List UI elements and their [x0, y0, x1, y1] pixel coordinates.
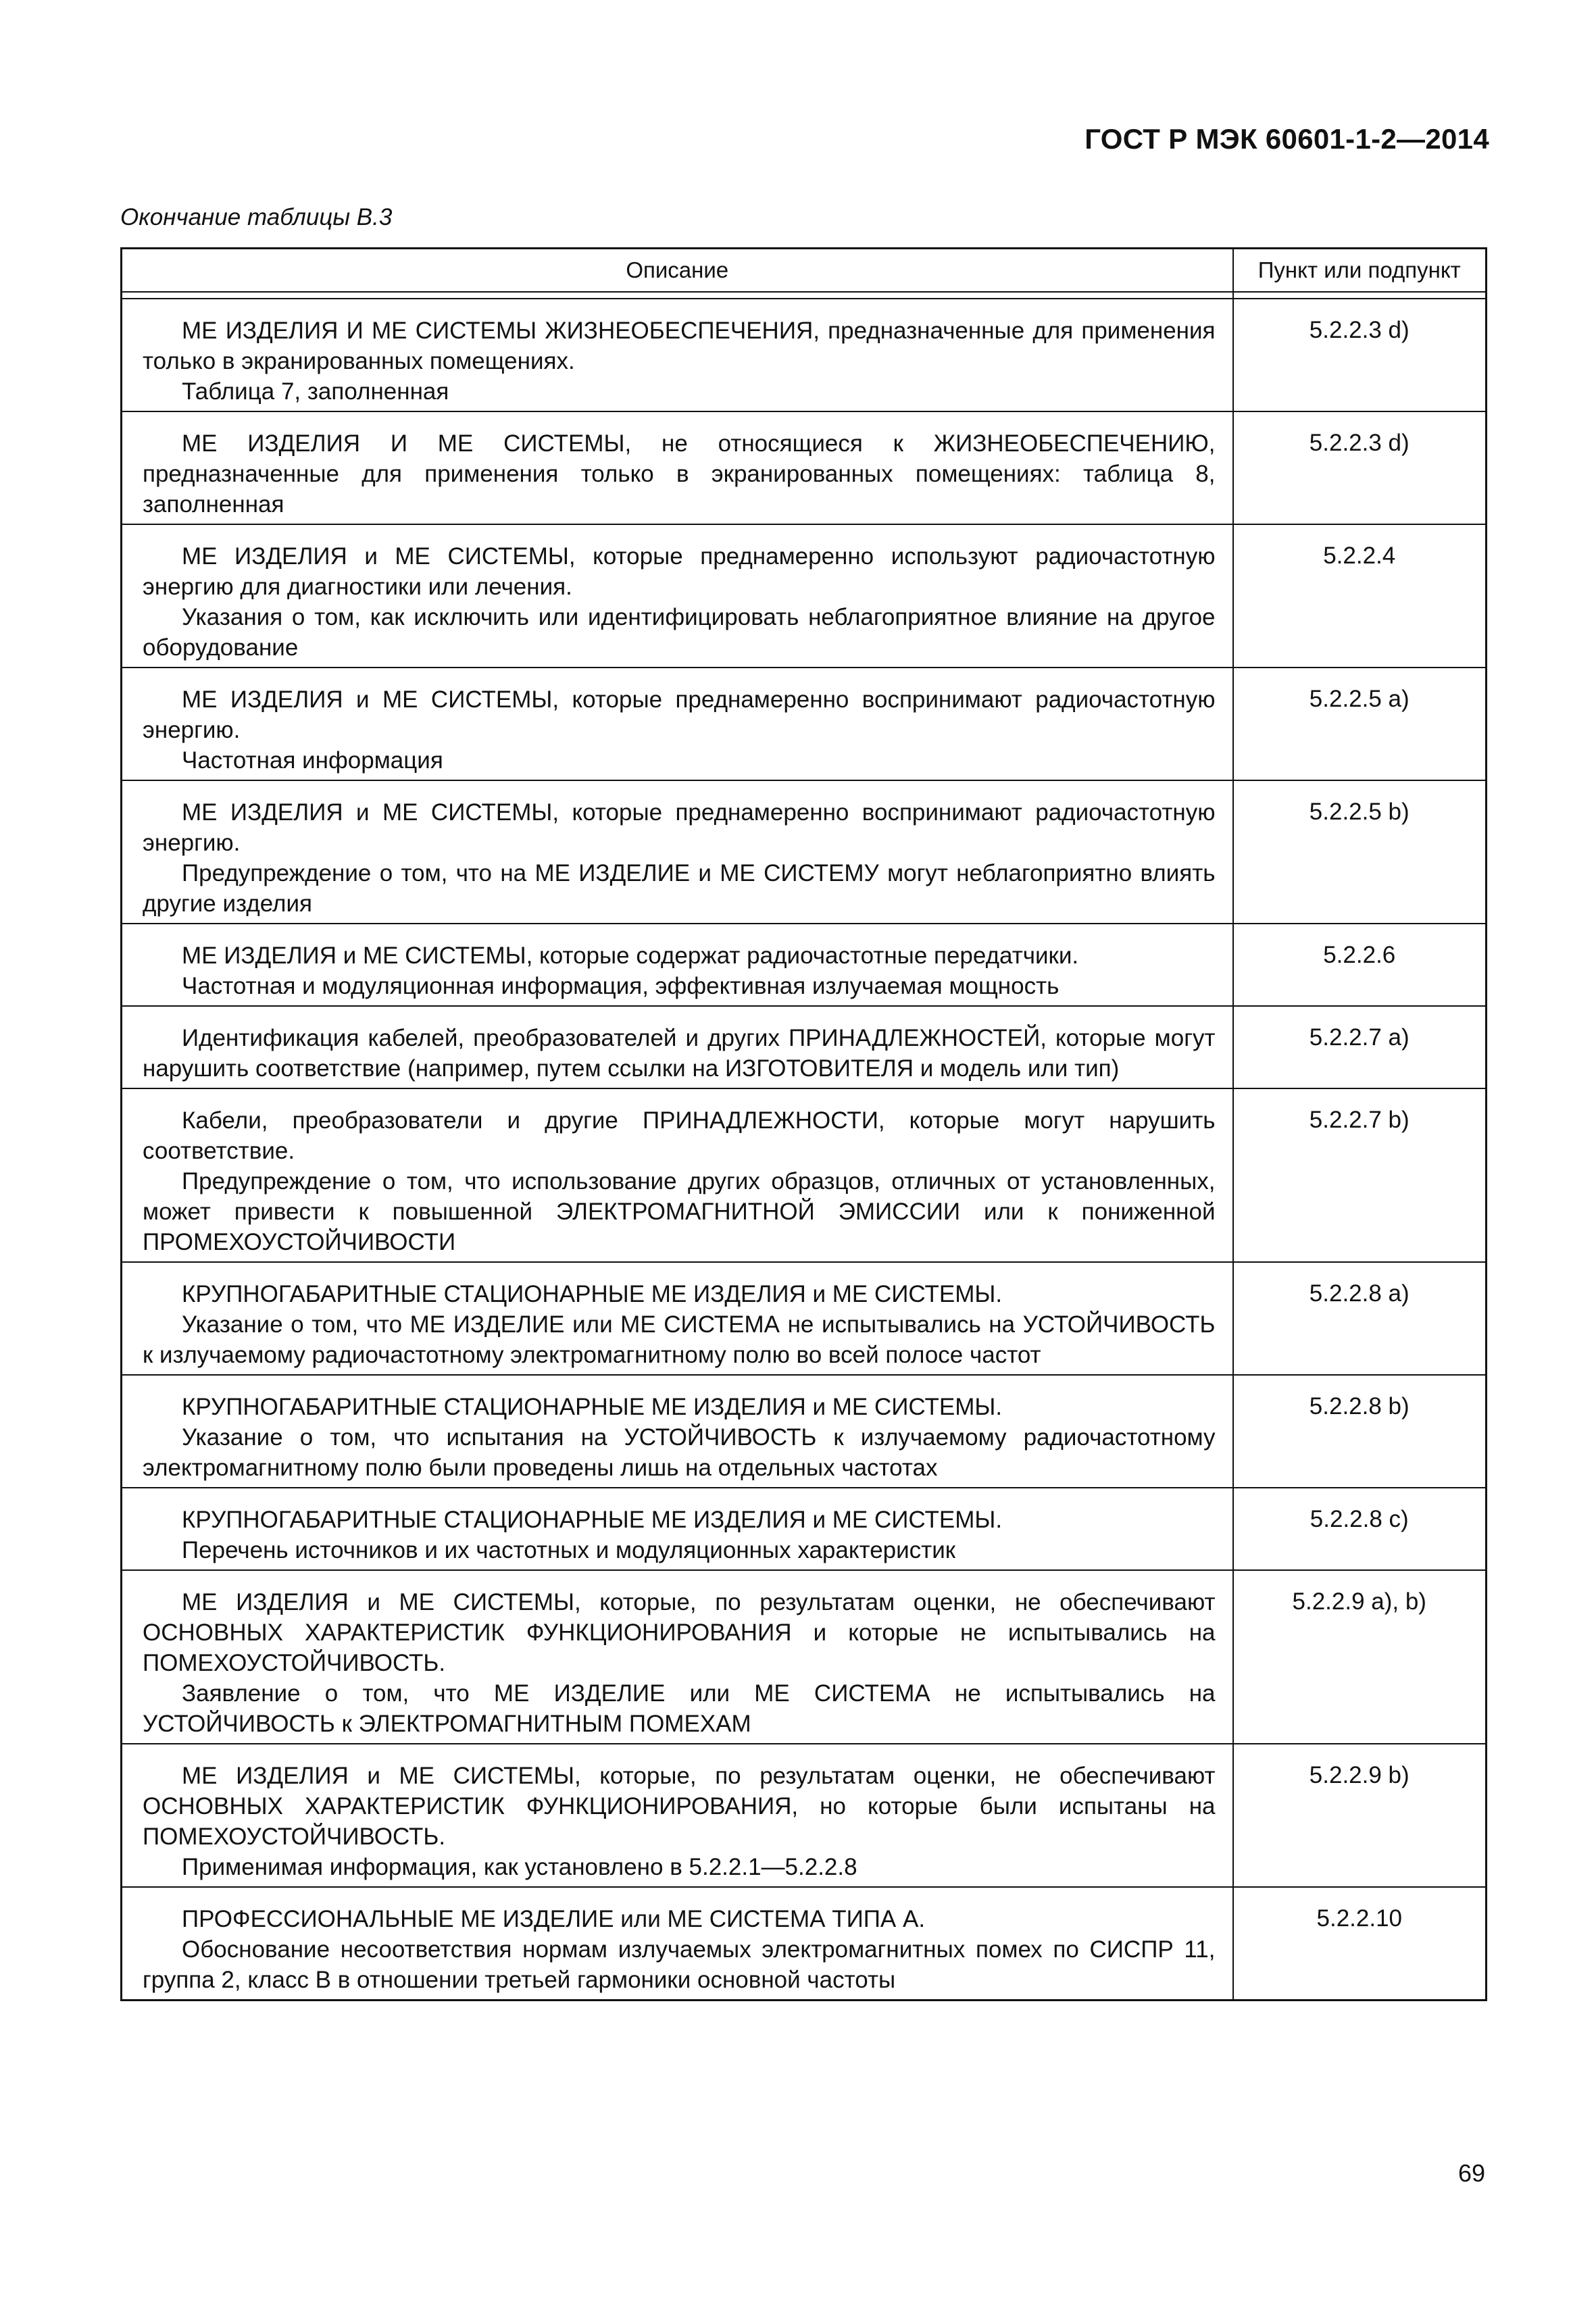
row-description-cell — [122, 1088, 1233, 1262]
document-standard-title: ГОСТ Р МЭК 60601-1-2—2014 — [1084, 123, 1489, 155]
description-paragraph: МЕ ИЗДЕЛИЯ и МЕ СИСТЕМЫ, которые преднамеренно воспринимают радиочастотную энергию. — [143, 799, 1216, 856]
header-double-rule — [122, 292, 1487, 299]
table-row — [122, 1375, 1487, 1488]
description-paragraph: Кабели, преобразователи и другие ПРИНАДЛЕЖНОСТИ, которые могут нарушить соответствие. — [143, 1107, 1216, 1164]
description-paragraph: Заявление о том, что МЕ ИЗДЕЛИЕ или МЕ СИСТЕМА не испытывались на УСТОЙЧИВОСТЬ к ЭЛЕКТРОМАГНИТНЫМ ПОМЕХАМ — [143, 1680, 1216, 1737]
description-paragraph: Указание о том, что испытания на УСТОЙЧИВОСТЬ к излучаемому радиочастотному электромагнитному полю были проведены лишь на отдельных частотах — [143, 1424, 1216, 1481]
page-number: 69 — [1457, 2159, 1485, 2187]
description-paragraph: МЕ ИЗДЕЛИЯ и МЕ СИСТЕМЫ, которые содержат радиочастотные передатчики. — [182, 942, 1079, 969]
row-description-cell — [122, 780, 1233, 924]
description-paragraph: КРУПНОГАБАРИТНЫЕ СТАЦИОНАРНЫЕ МЕ ИЗДЕЛИЯ и МЕ СИСТЕМЫ. — [182, 1281, 1003, 1307]
description-paragraph: МЕ ИЗДЕЛИЯ и МЕ СИСТЕМЫ, которые преднамеренно воспринимают радиочастотную энергию. — [143, 686, 1216, 743]
table-row — [122, 524, 1487, 668]
description-paragraph: Предупреждение о том, что использование других образцов, отличных от установленных, может привести к повышенной ЭЛЕКТРОМАГНИТНОЙ ЭМИССИИ или к пониженной ПРОМЕХОУСТОЙЧИВОСТИ — [143, 1168, 1216, 1255]
description-paragraph: Таблица 7, заполненная — [182, 378, 449, 405]
column-header-description: Описание — [122, 249, 1233, 293]
row-clause-cell: 5.2.2.8 b) — [1233, 1375, 1487, 1488]
table-row — [122, 411, 1487, 524]
row-clause-cell: 5.2.2.9 b) — [1233, 1744, 1487, 1887]
description-paragraph: Перечень источников и их частотных и модуляционных характеристик — [182, 1537, 956, 1563]
row-description-cell — [122, 299, 1233, 411]
row-clause-cell: 5.2.2.5 a) — [1233, 668, 1487, 780]
row-clause-cell: 5.2.2.7 b) — [1233, 1088, 1487, 1262]
row-clause-cell: 5.2.2.6 — [1233, 924, 1487, 1006]
row-description-cell — [122, 1488, 1233, 1570]
table-header-row — [122, 249, 1487, 293]
row-clause-cell: 5.2.2.5 b) — [1233, 780, 1487, 924]
description-paragraph: Идентификация кабелей, преобразователей и других ПРИНАДЛЕЖНОСТЕЙ, которые могут нарушить соответствие (например, путем ссылки на ИЗГОТОВИТЕЛЯ и модель или тип) — [143, 1025, 1216, 1082]
table-row — [122, 1744, 1487, 1887]
description-paragraph: КРУПНОГАБАРИТНЫЕ СТАЦИОНАРНЫЕ МЕ ИЗДЕЛИЯ и МЕ СИСТЕМЫ. — [182, 1507, 1003, 1533]
column-header-clause: Пункт или подпункт — [1233, 249, 1487, 293]
row-description-cell — [122, 524, 1233, 668]
description-paragraph: Частотная информация — [182, 747, 443, 774]
row-clause-cell: 5.2.2.8 a) — [1233, 1262, 1487, 1375]
table-row — [122, 1887, 1487, 2001]
table-row — [122, 1006, 1487, 1088]
table-row — [122, 1570, 1487, 1744]
description-paragraph: ПРОФЕССИОНАЛЬНЫЕ МЕ ИЗДЕЛИЕ или МЕ СИСТЕМА ТИПА А. — [182, 1906, 926, 1932]
row-clause-cell: 5.2.2.8 c) — [1233, 1488, 1487, 1570]
row-clause-cell: 5.2.2.3 d) — [1233, 299, 1487, 411]
row-clause-cell: 5.2.2.10 — [1233, 1887, 1487, 2001]
description-paragraph: Предупреждение о том, что на МЕ ИЗДЕЛИЕ и МЕ СИСТЕМУ могут неблагоприятно влиять другие изделия — [143, 860, 1216, 917]
description-paragraph: МЕ ИЗДЕЛИЯ и МЕ СИСТЕМЫ, которые преднамеренно используют радиочастотную энергию для диагностики или лечения. — [143, 543, 1216, 600]
row-clause-cell: 5.2.2.3 d) — [1233, 411, 1487, 524]
table-row — [122, 924, 1487, 1006]
row-description-cell — [122, 924, 1233, 1006]
row-description-cell — [122, 1262, 1233, 1375]
description-paragraph: Обоснование несоответствия нормам излучаемых электромагнитных помех по СИСПР 11, группа 2, класс В в отношении третьей гармоники основной частоты — [143, 1936, 1216, 1993]
row-description-cell — [122, 1887, 1233, 2001]
row-clause-cell: 5.2.2.9 a), b) — [1233, 1570, 1487, 1744]
table-caption: Окончание таблицы В.3 — [120, 204, 393, 230]
row-description-cell — [122, 668, 1233, 780]
description-paragraph: МЕ ИЗДЕЛИЯ и МЕ СИСТЕМЫ, которые, по результатам оценки, не обеспечивают ОСНОВНЫХ ХАРАКТЕРИСТИК ФУНКЦИОНИРОВАНИЯ, но которые были испытаны на ПОМЕХОУСТОЙЧИВОСТЬ. — [143, 1763, 1216, 1850]
row-clause-cell: 5.2.2.7 a) — [1233, 1006, 1487, 1088]
description-paragraph: Указания о том, как исключить или идентифицировать неблагоприятное влияние на другое оборудование — [143, 604, 1216, 661]
table-row — [122, 299, 1487, 411]
table-row — [122, 1262, 1487, 1375]
description-paragraph: КРУПНОГАБАРИТНЫЕ СТАЦИОНАРНЫЕ МЕ ИЗДЕЛИЯ и МЕ СИСТЕМЫ. — [182, 1394, 1003, 1420]
description-paragraph: Частотная и модуляционная информация, эффективная излучаемая мощность — [182, 973, 1059, 999]
description-paragraph: МЕ ИЗДЕЛИЯ И МЕ СИСТЕМЫ ЖИЗНЕОБЕСПЕЧЕНИЯ, предназначенные для применения только в экранированных помещениях. — [143, 318, 1216, 374]
table-row — [122, 1488, 1487, 1570]
row-description-cell — [122, 1744, 1233, 1887]
description-paragraph: Указание о том, что МЕ ИЗДЕЛИЕ или МЕ СИСТЕМА не испытывались на УСТОЙЧИВОСТЬ к излучаемому радиочастотному электромагнитному полю во всей полосе частот — [143, 1311, 1216, 1368]
requirements-table — [120, 247, 1487, 2001]
description-paragraph: Применимая информация, как установлено в 5.2.2.1—5.2.2.8 — [182, 1854, 857, 1880]
row-description-cell — [122, 1006, 1233, 1088]
row-clause-cell: 5.2.2.4 — [1233, 524, 1487, 668]
table-row — [122, 668, 1487, 780]
requirements-table-wrapper — [120, 247, 1485, 1993]
row-description-cell — [122, 1570, 1233, 1744]
row-description-cell — [122, 1375, 1233, 1488]
description-paragraph: МЕ ИЗДЕЛИЯ И МЕ СИСТЕМЫ, не относящиеся к ЖИЗНЕОБЕСПЕЧЕНИЮ, предназначенные для применения только в экранированных помещениях: таблица 8, заполненная — [143, 430, 1216, 518]
row-description-cell — [122, 411, 1233, 524]
description-paragraph: МЕ ИЗДЕЛИЯ и МЕ СИСТЕМЫ, которые, по результатам оценки, не обеспечивают ОСНОВНЫХ ХАРАКТЕРИСТИК ФУНКЦИОНИРОВАНИЯ и которые не испытывались на ПОМЕХОУСТОЙЧИВОСТЬ. — [143, 1589, 1216, 1676]
table-row — [122, 780, 1487, 924]
table-row — [122, 1088, 1487, 1262]
table-body — [122, 292, 1487, 2001]
